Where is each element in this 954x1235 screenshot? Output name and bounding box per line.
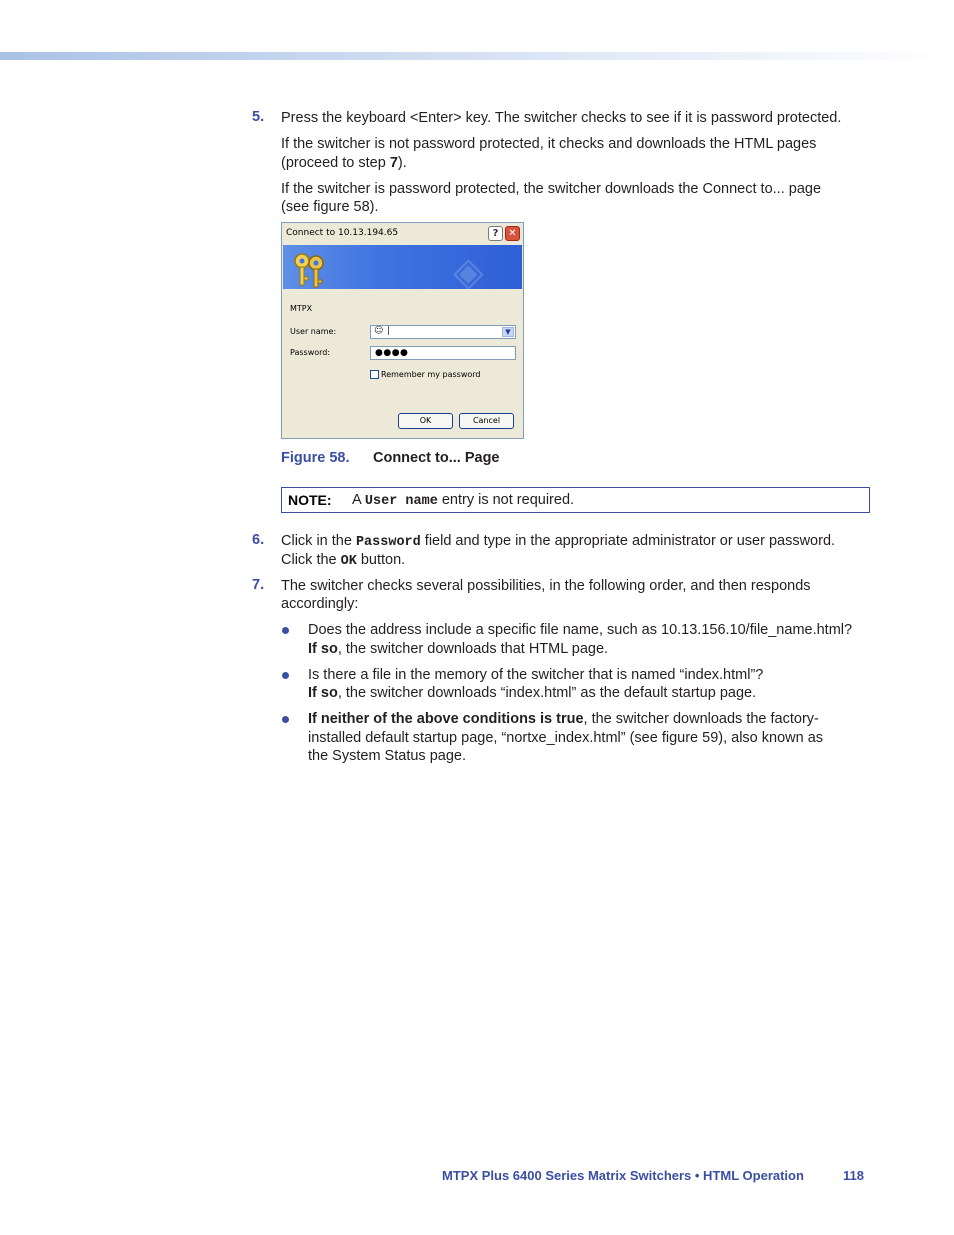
page-number: 118 [843, 1168, 864, 1183]
note-box [281, 487, 870, 513]
bullet-dot [282, 672, 289, 679]
password-label: Password: [290, 348, 331, 357]
username-label: User name: [290, 327, 337, 336]
banner-watermark: ◈ [453, 249, 484, 289]
keys-icon [290, 251, 330, 291]
bullet-dot [282, 716, 289, 723]
chevron-down-icon[interactable]: ▼ [502, 327, 514, 337]
step-5-para-2-line-1: If the switcher is not password protected, it checks and downloads the HTML pages [281, 136, 817, 152]
close-button[interactable]: ✕ [505, 226, 520, 241]
step-7-line-1: The switcher checks several possibilities, in the following order, and then responds [281, 578, 811, 594]
step-5-para-3-line-2: (see figure 58). [281, 199, 379, 215]
footer-title: MTPX Plus 6400 Series Matrix Switchers • HTML Operation [442, 1168, 804, 1183]
cancel-button[interactable]: Cancel [459, 413, 514, 429]
password-value: ●●●● [375, 348, 409, 358]
bullet-dot [282, 627, 289, 634]
password-field[interactable] [370, 346, 516, 360]
step-5-text: Press the keyboard <Enter> key. The switcher checks to see if it is password protected. [281, 110, 842, 126]
bullet-1-line-1: Does the address include a specific file name, such as 10.13.156.10/file_name.html? [308, 622, 853, 638]
bullet-3-line-2: installed default startup page, “nortxe_index.html” (see figure 59), also known as [308, 730, 824, 746]
step-6-line-2: Click the OK button. [281, 552, 406, 569]
text-cursor: | [387, 326, 391, 336]
bullet-2-line-2: If so, the switcher downloads “index.html” as the default startup page. [308, 685, 757, 701]
header-band [0, 52, 954, 60]
note-text: A User name entry is not required. [352, 492, 575, 509]
connect-dialog [281, 222, 524, 439]
step-6-line-1: Click in the Password field and type in the appropriate administrator or user password. [281, 533, 836, 550]
remember-checkbox[interactable] [370, 370, 379, 379]
dialog-title: Connect to 10.13.194.65 [286, 228, 399, 238]
bullet-2-line-1: Is there a file in the memory of the switcher that is named “index.html”? [308, 667, 764, 683]
step-7-number: 7. [252, 577, 265, 593]
bullet-3-line-3: the System Status page. [308, 748, 466, 764]
figure-title: Connect to... Page [373, 450, 500, 466]
user-icon: ☺ [374, 326, 384, 336]
help-button[interactable]: ? [488, 226, 503, 241]
username-field[interactable] [370, 325, 516, 339]
remember-label: Remember my password [381, 370, 481, 379]
bullet-1-line-2: If so, the switcher downloads that HTML page. [308, 641, 609, 657]
figure-number: Figure 58. [281, 450, 350, 466]
dialog-title-bar [282, 223, 523, 246]
step-6-number: 6. [252, 532, 265, 548]
step-5-number: 5. [252, 109, 265, 125]
step-5-para-3-line-1: If the switcher is password protected, the switcher downloads the Connect to... page [281, 181, 822, 197]
ok-button[interactable]: OK [398, 413, 453, 429]
step-7-line-2: accordingly: [281, 596, 359, 612]
step-5-para-2-line-2: (proceed to step 7). [281, 155, 407, 171]
bullet-3-line-1: If neither of the above conditions is true, the switcher downloads the factory- [308, 711, 819, 727]
note-label: NOTE: [288, 492, 332, 508]
realm-label: MTPX [290, 304, 313, 313]
